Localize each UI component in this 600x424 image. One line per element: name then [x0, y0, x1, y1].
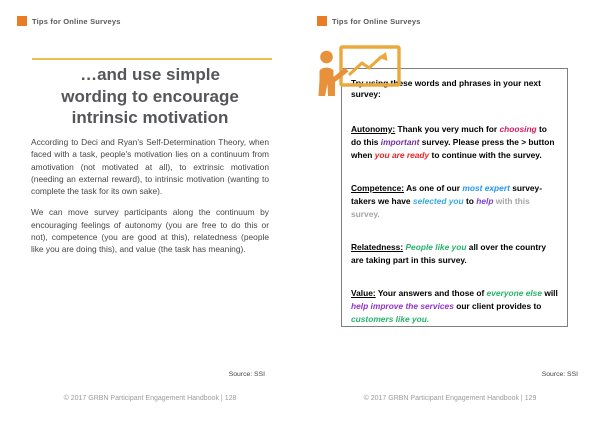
- phrase-section-relatedness: Relatedness: People like you all over the country are taking part in this survey.: [351, 242, 547, 265]
- body-paragraph: According to Deci and Ryan's Self-Determination Theory, when faced with a task, people's motivation lies on a continuum from amotivation (not motivated at all), to extrinsic motivation (needing an external reward), to intrinsic motivation (wanting to complete the task for its own sake).: [31, 137, 269, 197]
- page-129: [300, 0, 600, 424]
- page-header-label: Tips for Online Surveys: [332, 16, 421, 26]
- slide-title-line: intrinsic motivation: [71, 108, 229, 127]
- page-footer: © 2017 GRBN Participant Engagement Handbook | 129: [363, 395, 537, 402]
- orange-square-bullet-icon: [17, 16, 27, 26]
- slide-title-line: wording to encourage: [61, 86, 239, 106]
- box-heading: Try using these words and phrases in your next survey:: [351, 78, 541, 99]
- source-note: Source: SSI: [541, 371, 578, 378]
- phrase-section-autonomy: Autonomy: Thank you very much for choosing to do this important survey. Please press the > button when you are ready to continue with the survey.: [351, 124, 555, 160]
- slide-title: [30, 64, 270, 129]
- phrase-section-competence: Competence: As one of our most expert survey-takers we have selected you to help with this survey.: [351, 183, 542, 219]
- page-header: [17, 16, 121, 26]
- page-header-label: Tips for Online Surveys: [32, 16, 121, 26]
- title-divider-line: [32, 58, 272, 60]
- page-footer: © 2017 GRBN Participant Engagement Handbook | 128: [63, 395, 237, 402]
- source-note: Source: SSI: [228, 371, 265, 378]
- body-paragraph: We can move survey participants along the continuum by encouraging feelings of autonomy (you are free to do this or not), competence (you are good at this), relatedness (people like you are doing this), and value (the task has meaning).: [31, 207, 269, 255]
- body-text: [31, 136, 269, 265]
- orange-square-bullet-icon: [317, 16, 327, 26]
- page-header: [317, 16, 421, 26]
- presenter-chart-icon: [316, 44, 404, 98]
- phrase-suggestions-box: [341, 68, 568, 327]
- slide-title-line: …and use simple: [80, 65, 220, 84]
- phrase-section-value: Value: Your answers and those of everyone else will help improve the services our client provides to customers like you.: [351, 288, 558, 324]
